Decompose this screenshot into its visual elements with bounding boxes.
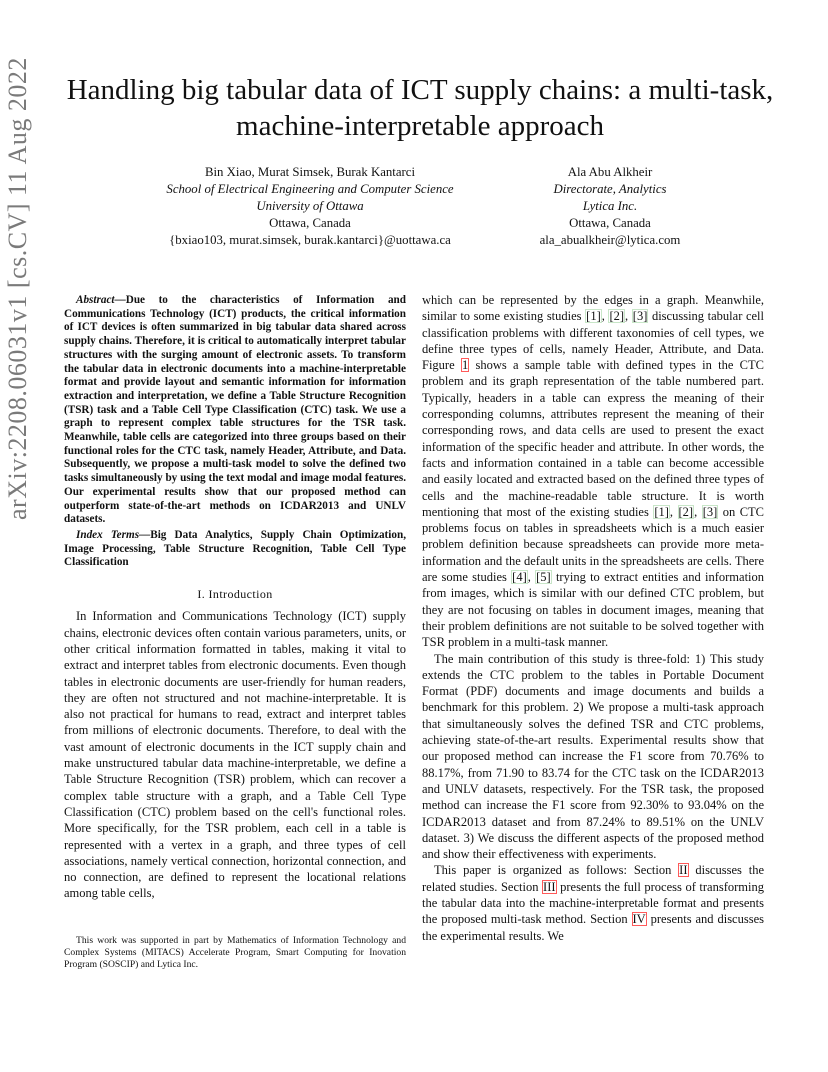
- text-run: ,: [669, 504, 678, 519]
- author-company: Lytica Inc.: [582, 199, 638, 213]
- citation-link[interactable]: [2]: [609, 309, 625, 324]
- author-email: {bxiao103, murat.simsek, burak.kantarci}@uottawa.ca: [169, 233, 451, 247]
- text-run: ,: [694, 504, 702, 519]
- paper-title: Handling big tabular data of ICT supply chains: a multi-task, machine-interpretable approach: [66, 74, 774, 142]
- text-run: on CTC problems focus on tables in spreadsheets which is a much easier problem definition because spreadsheets can provide more meta-information and the default units in the spreadsheets are cells. There are some studies: [422, 504, 765, 585]
- author-location: Ottawa, Canada: [569, 216, 651, 230]
- author-names: Ala Abu Alkheir: [567, 165, 653, 179]
- author-university: University of Ottawa: [256, 199, 364, 213]
- text-run: This paper is organized as follows: Section: [434, 863, 679, 878]
- abstract-label: Abstract: [76, 294, 115, 306]
- section-link[interactable]: III: [543, 879, 556, 894]
- intro-paragraph: In Information and Communications Technology (ICT) supply chains, electronic devices often contain various parameters, units, or other critical information formatted in tables, making it vital to extract and interpret tables from electronic documents. Even though tables in electronic documents are user-friendly for human readers, they are often not structured and not machine-interpretable. It is also not practical for humans to read, extract and interpret tables from millions of electronic documents. Therefore, to deal with the vast amount of electronic documents in the ICT supply chain and make unstructured tabular data machine-interpretable, we define a Table Structure Recognition (TSR) problem, which can recover a complex table structure with a graph, and a Table Cell Type Classification (CTC) problem based on the cell's functional roles. More specifically, for the TSR problem, each cell in a table is represented with a vertex in a graph, and three types of cell associations, namely vertical connection, horizontal connection, and no connection, are defined to represent the locational relations among table cells,: [64, 609, 406, 901]
- text-run: ,: [527, 570, 536, 585]
- text-run: presents and discusses the experimental results. We: [422, 912, 764, 943]
- abstract: [64, 294, 406, 527]
- section-link[interactable]: II: [679, 863, 688, 878]
- citation-link[interactable]: [3]: [632, 309, 648, 324]
- text-run: ,: [625, 309, 632, 324]
- citation-link[interactable]: [3]: [702, 504, 718, 519]
- text-run: ,: [601, 309, 609, 324]
- author-location: Ottawa, Canada: [269, 216, 351, 230]
- text-run: discusses the related studies. Section: [422, 863, 764, 894]
- text-run: which can be represented by the edges in a graph. Meanwhile, similar to some existing studies: [422, 293, 764, 324]
- citation-link[interactable]: [5]: [536, 570, 551, 585]
- author-block-left: [140, 164, 480, 249]
- citation-link[interactable]: [1]: [586, 309, 601, 324]
- paragraph-organization: [422, 862, 764, 943]
- author-block-right: [510, 164, 710, 249]
- abstract-text: —Due to the characteristics of Information and Communications Technology (ICT) products, the critical information of ICT devices is often summarized in big tabular data shared across supply chains. Therefore, it is critical to automatically interpret tabular structures with the surging amount of electronic assets. To transform the tabular data in electronic documents into a machine-interpretable format and provide layout and semantic information for information extraction and interpretation, we define a Table Structure Recognition (TSR) task and a Table Cell Type Classification (CTC) task. We use a graph to represent complex table structures for the TSR task. Meanwhile, table cells are categorized into three groups based on their functional roles for the CTC task, namely Header, Attribute, and Data. Subsequently, we propose a multi-task model to solve the defined two tasks simultaneously by using the text modal and image modal features. Our experimental results show that our proposed method can outperform state-of-the-art methods on ICDAR2013 and UNLV datasets.: [64, 294, 406, 526]
- section-heading: I. Introduction: [197, 587, 273, 602]
- citation-link[interactable]: [4]: [512, 570, 527, 585]
- index-terms-label: Index Terms: [76, 528, 140, 541]
- section-link[interactable]: IV: [632, 912, 646, 927]
- index-terms-text: —Big Data Analytics, Supply Chain Optimization, Image Processing, Table Structure Recognition, Table Cell Type Classification: [64, 528, 406, 569]
- author-school: School of Electrical Engineering and Computer Science: [166, 182, 454, 196]
- text-run: trying to extract entities and information from images, which is similar with our defined CTC problem, but they are not focusing on tables in document images, meaning that their problem definitions are not suitable to be solved together with TSR problem in a multi-task manner.: [422, 570, 765, 650]
- author-email: ala_abualkheir@lytica.com: [539, 233, 681, 247]
- index-terms: [64, 529, 406, 570]
- arxiv-identifier: arXiv:2208.06031v1 [cs.CV] 11 Aug 2022: [3, 57, 32, 520]
- footnote: This work was supported in part by Mathematics of Information Technology and Complex Systems (MITACS) Accelerate Program, Smart Computing for Inovation Program (SOSCIP) and Lytica Inc.: [64, 935, 406, 970]
- figure-link[interactable]: 1: [461, 358, 469, 373]
- author-names: Bin Xiao, Murat Simsek, Burak Kantarci: [204, 165, 416, 179]
- author-dept: Directorate, Analytics: [553, 182, 667, 196]
- left-column: [64, 294, 406, 902]
- citation-link[interactable]: [1]: [654, 504, 669, 519]
- text-run: shows a sample table with defined types in the CTC problem and its graph representation of the table numbered part. Typically, headers in a table can express the meaning of their corresponding columns, attributes represent the meaning of their corresponding rows, and data cells are used to present the exact information of the specific header and attribute. In other words, the facts and information contained in a table can become accessible and easily located and extracted based on the defined three types of cells and the machine-readable table structure. It is worth mentioning that most of the existing studies: [422, 358, 764, 519]
- citation-link[interactable]: [2]: [678, 504, 694, 519]
- paragraph-contributions: The main contribution of this study is three-fold: 1) This study extends the CTC problem to the tables in Portable Document Format (PDF) documents and image documents and builds a benchmark for this problem. 2) We propose a multi-task approach that simultaneously solves the defined TSR and CTC problems, achieving state-of-the-art results. Experimental results show that our proposed method can increase the F1 score from 70.76% to 88.17%, from 71.90 to 83.74 for the CTC task on the ICDAR2013 and UNLV datasets, respectively. For the TSR task, the proposed method can increase the F1 score from 92.30% to 93.04% on the ICDAR2013 dataset and from 87.24% to 89.51% on the UNLV dataset. 3) We discuss the different aspects of the proposed method and show their effectiveness with experiments.: [422, 651, 764, 862]
- right-column: [422, 292, 764, 944]
- text-run: presents the full process of transforming the tabular data into the machine-interpretable format and presents the proposed multi-task method. Section: [422, 879, 764, 927]
- paragraph-cell-types: [422, 292, 764, 651]
- text-run: discussing tabular cell classification problems with different taxonomies of cell types, we define three types of cells, namely Header, Attribute, and Data. Figure: [422, 309, 765, 373]
